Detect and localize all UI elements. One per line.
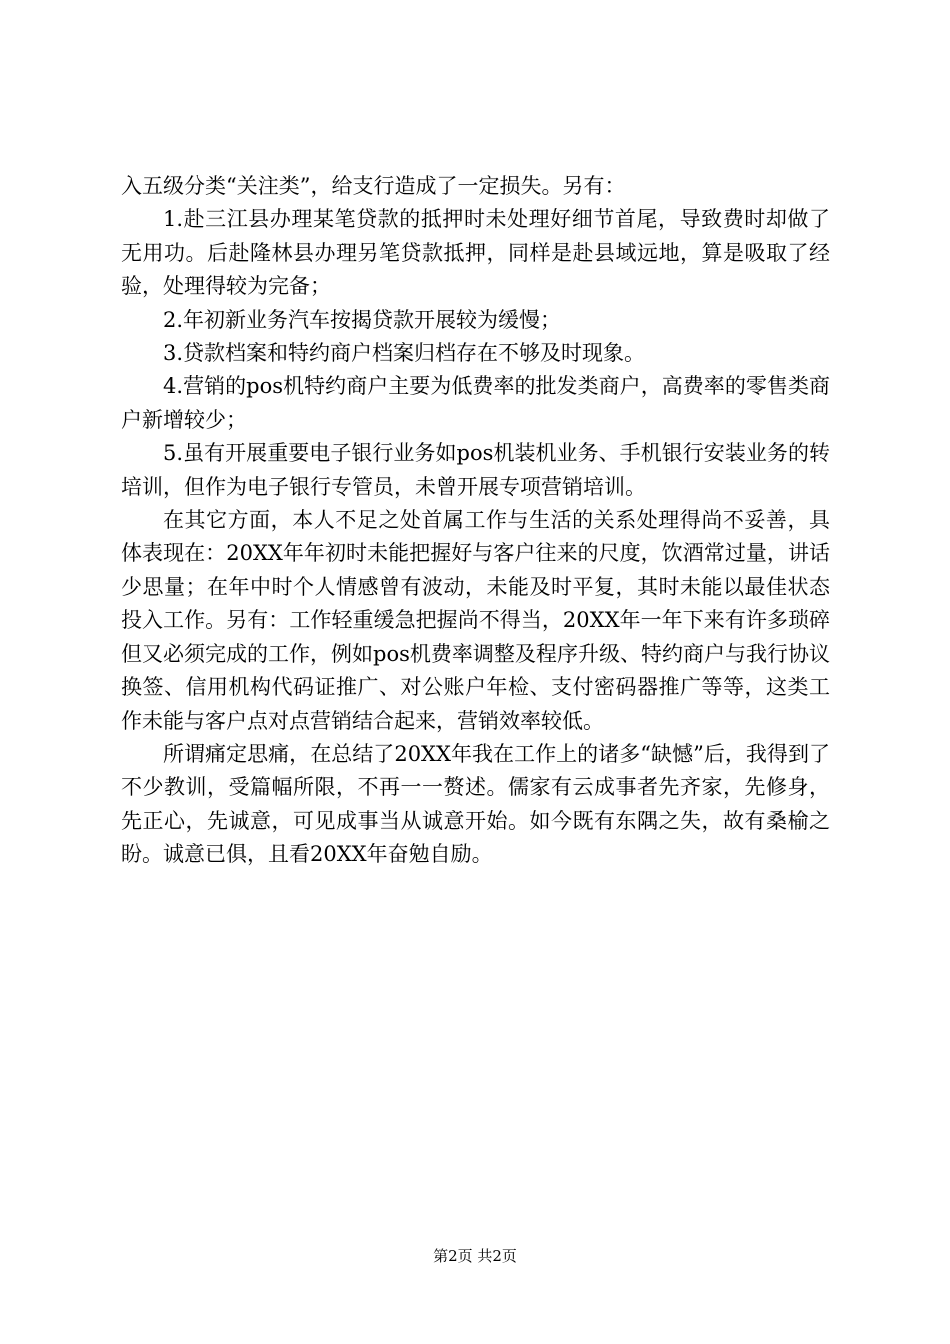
paragraph-other-aspects: 在其它方面，本人不足之处首属工作与生活的关系处理得尚不妥善，具体表现在：20XX年年初时未能把握好与客户往来的尺度，饮酒常过量，讲话少思量；在年中时个人情感曾有波动，未能及时平复，其时未能以最佳状态投入工作。另有：工作轻重缓急把握尚不得当，20XX年一年下来有许多琐碎但又必须完成的工作，例如pos机费率调整及程序升级、特约商户与我行协议换签、信用机构代码证推广、对公账户年检、支付密码器推广等等，这类工作未能与客户点对点营销结合起来，营销效率较低。 (121, 508, 830, 733)
paragraph-item-4: 4.营销的pos机特约商户主要为低费率的批发类商户，高费率的零售类商户新增较少； (121, 374, 830, 432)
paragraph-continuation: 入五级分类“关注类”，给支行造成了一定损失。另有： (121, 174, 626, 198)
paragraph-conclusion: 所谓痛定思痛，在总结了20XX年我在工作上的诸多“缺憾”后，我得到了不少教训，受篇幅所限，不再一一赘述。儒家有云成事者先齐家，先修身，先正心，先诚意，可见成事当从诚意开始。如今既有东隅之失，故有桑榆之盼。诚意已俱，且看20XX年奋勉自励。 (121, 741, 830, 867)
paragraph-item-1: 1.赴三江县办理某笔贷款的抵押时未处理好细节首尾，导致费时却做了无用功。后赴隆林县办理另笔贷款抵押，同样是赴县域远地，算是吸取了经验，处理得较为完备； (121, 207, 830, 299)
document-body (121, 170, 830, 872)
paragraph-item-3: 3.贷款档案和特约商户档案归档存在不够及时现象。 (163, 341, 646, 366)
page-footer: 第2页 共2页 (433, 1247, 517, 1265)
paragraph-item-5: 5.虽有开展重要电子银行业务如pos机装机业务、手机银行安装业务的转培训，但作为电子银行专管员，未曾开展专项营销培训。 (121, 441, 830, 499)
paragraph-item-2: 2.年初新业务汽车按揭贷款开展较为缓慢； (163, 307, 562, 332)
